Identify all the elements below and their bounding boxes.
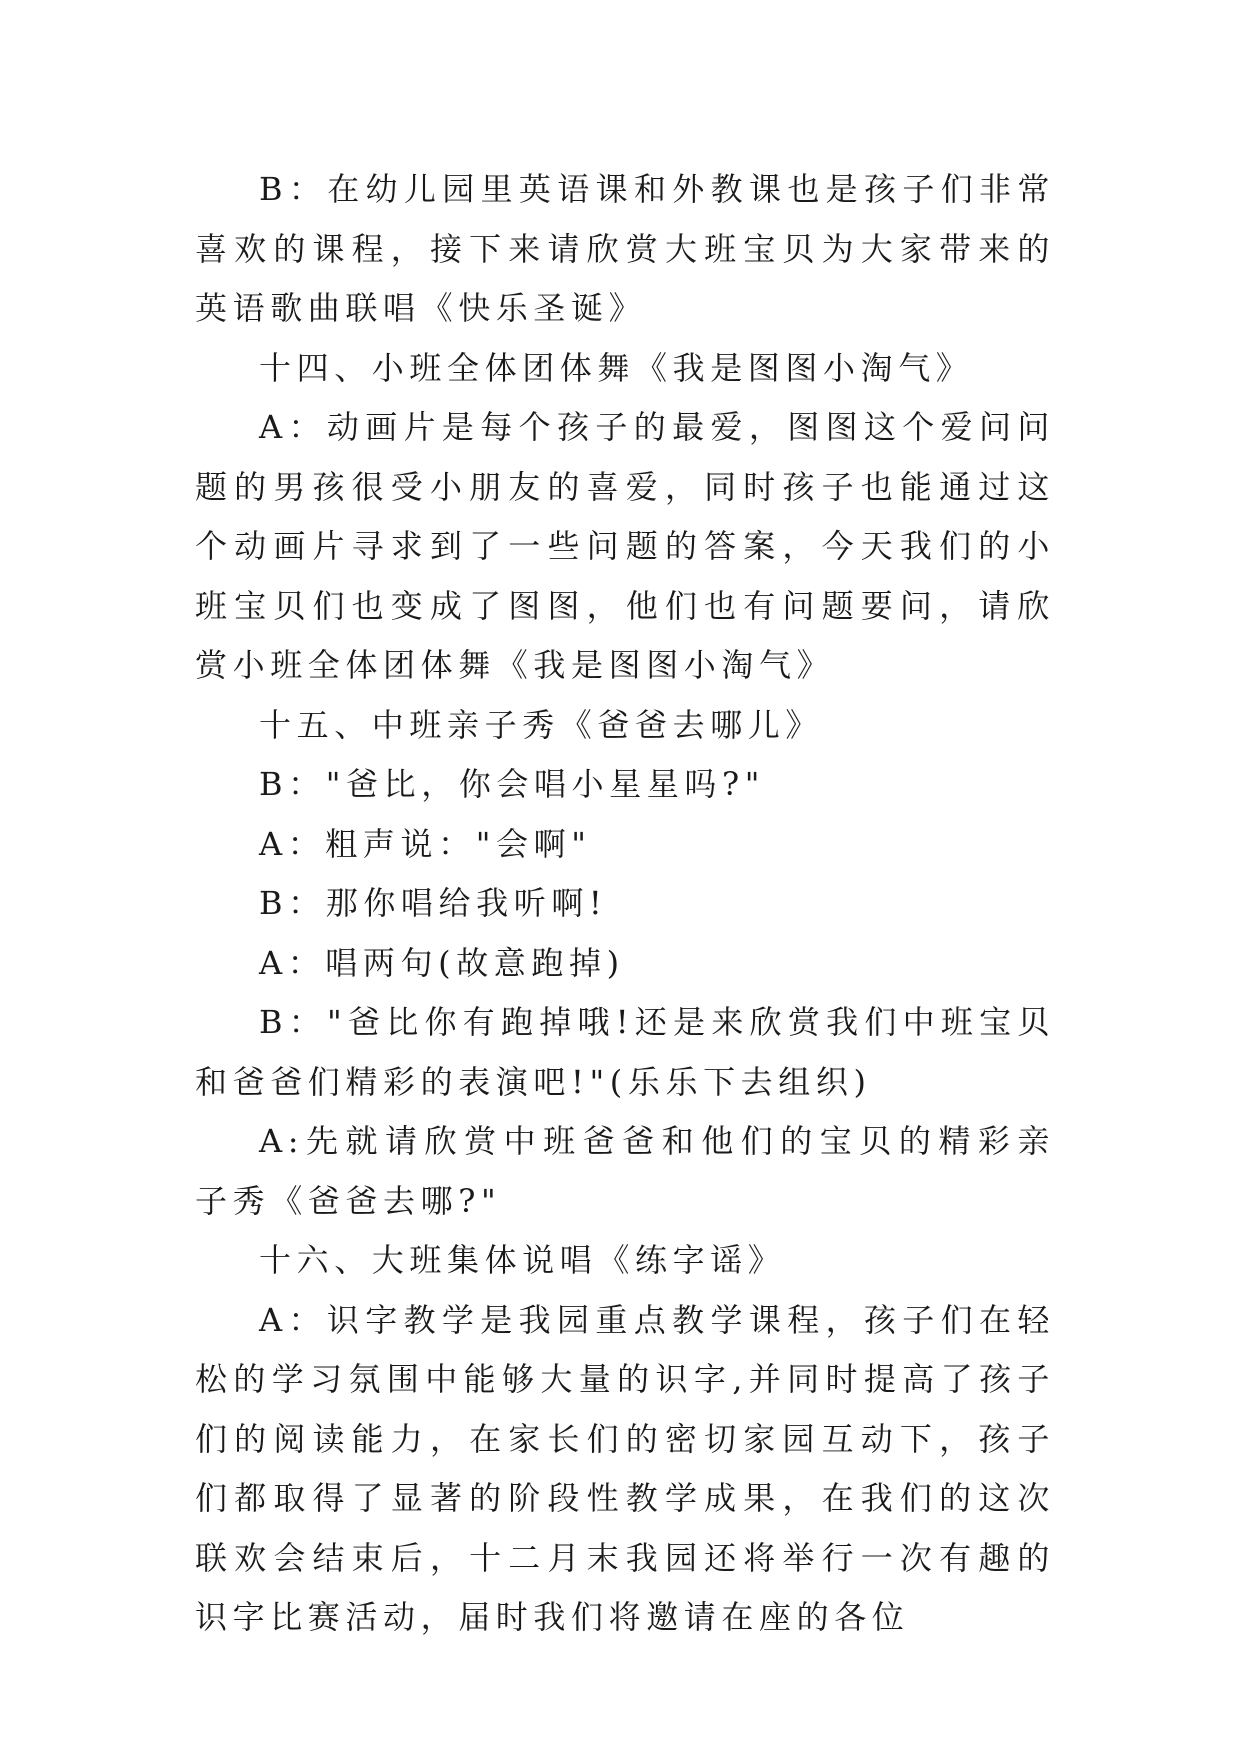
section-heading-14: 十四、小班全体团体舞《我是图图小淘气》 [259, 348, 974, 387]
paragraph-english-class: B：在幼儿园里英语课和外教课也是孩子们非常喜欢的课程，接下来请欣赏大班宝贝为大家带来的英语歌曲联唱《快乐圣诞》 [195, 170, 1055, 327]
dialogue-line: A：唱两句(故意跑掉) [259, 943, 625, 982]
dialogue-line: B："爸比，你会唱小星星吗?" [259, 765, 766, 803]
dialogue-line: A：粗声说："会啊" [259, 824, 592, 863]
section-heading-16: 十六、大班集体说唱《练字谣》 [259, 1241, 786, 1279]
paragraph-literacy: A：识字教学是我园重点教学课程，孩子们在轻松的学习氛围中能够大量的识字,并同时提高了孩子们的阅读能力，在家长们的密切家园互动下，孩子们都取得了显著的阶段性教学成果，在我们的这次联欢会结束后，十二月末我园还将举行一次有趣的识字比赛活动，届时我们将邀请在座的各位 [195, 1300, 1055, 1636]
dialogue-line: B：那你唱给我听啊! [259, 884, 608, 922]
dialogue-line: A:先就请欣赏中班爸爸和他们的宝贝的精彩亲子秀《爸爸去哪?" [195, 1122, 1055, 1220]
paragraph-tutu-dance: A：动画片是每个孩子的最爱，图图这个爱问问题的男孩很受小朋友的喜爱，同时孩子也能通过这个动画片寻求到了一些问题的答案，今天我们的小班宝贝们也变成了图图，他们也有问题要问，请欣赏小班全体团体舞《我是图图小淘气》 [195, 408, 1055, 684]
document-body [195, 160, 1055, 1648]
dialogue-line: B："爸比你有跑掉哦!还是来欣赏我们中班宝贝和爸爸们精彩的表演吧!"(乐乐下去组织) [195, 1003, 1055, 1101]
section-heading-15: 十五、中班亲子秀《爸爸去哪儿》 [259, 705, 824, 744]
